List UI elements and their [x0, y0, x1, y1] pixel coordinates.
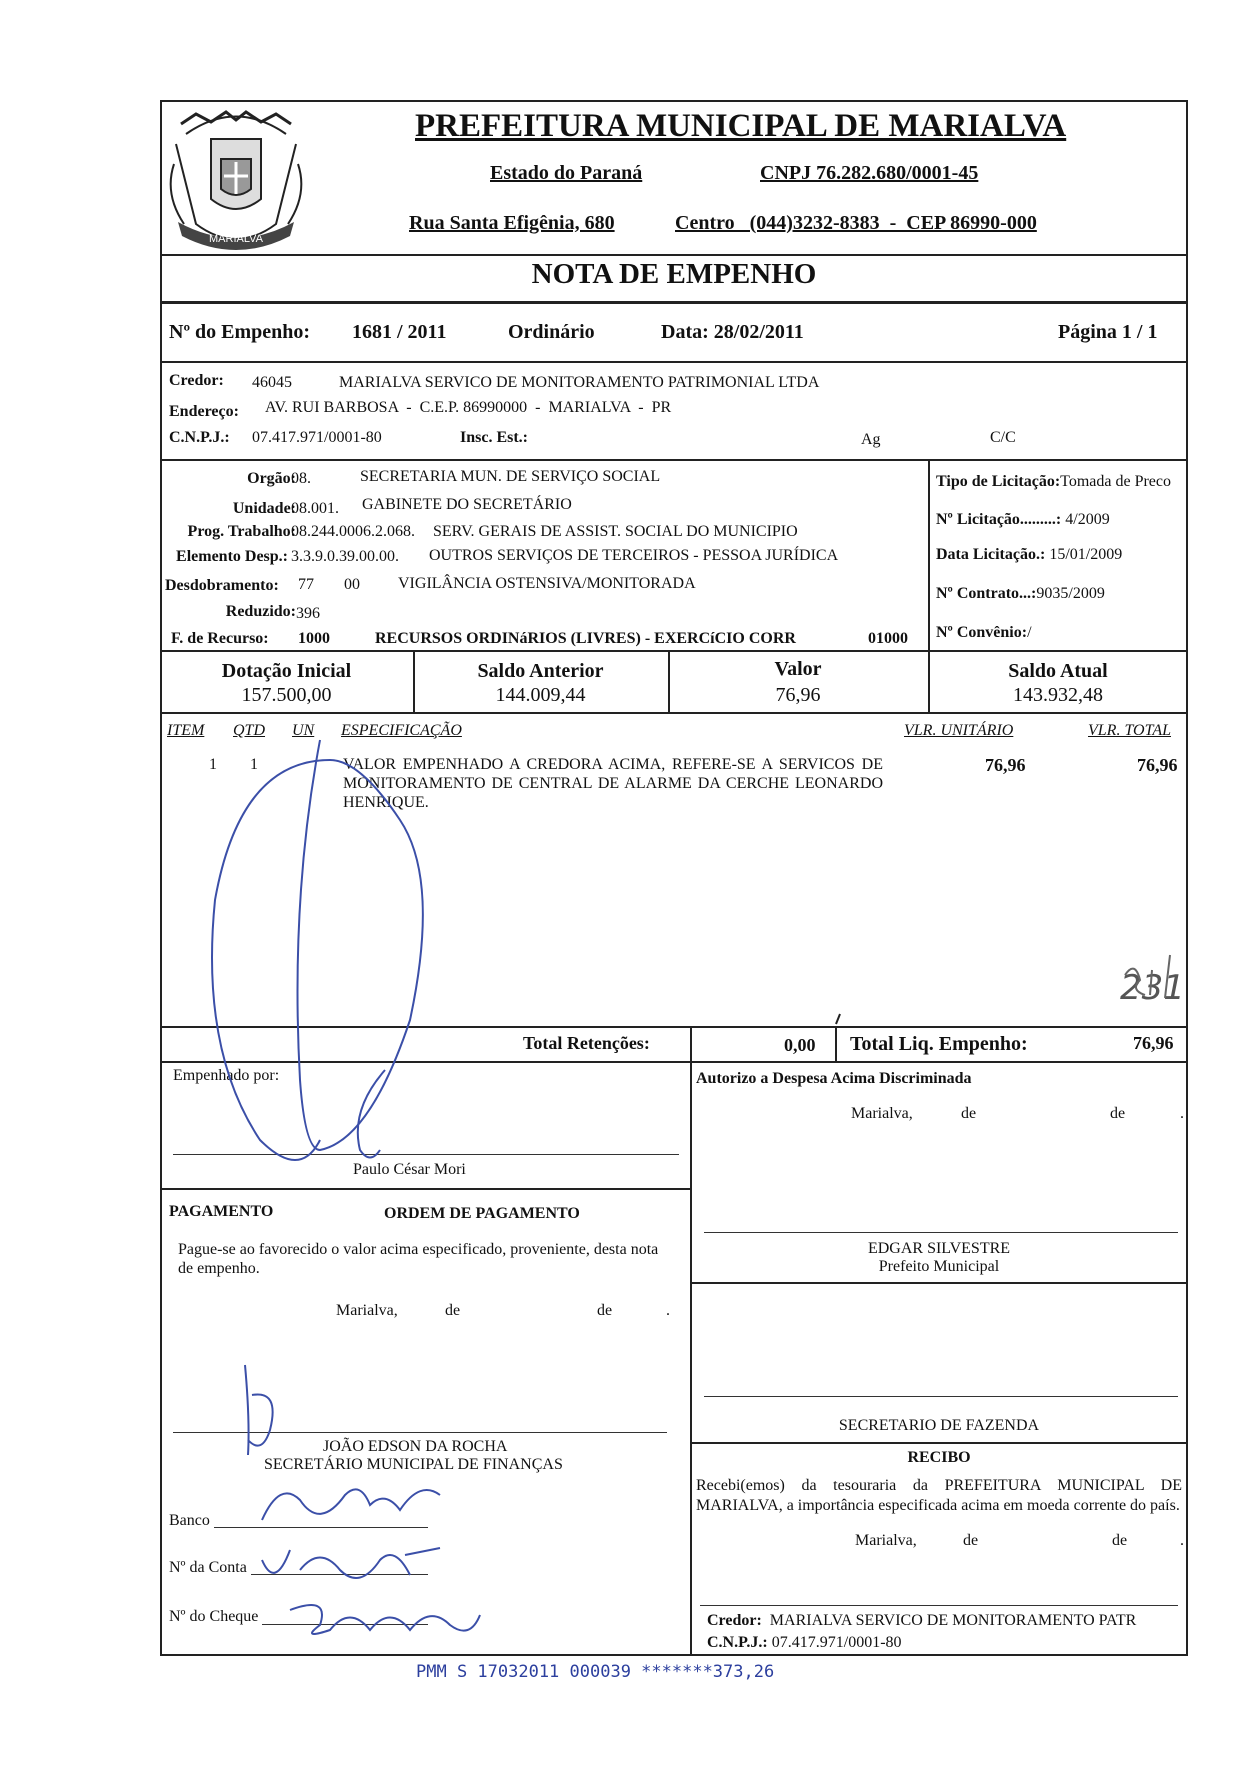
- pagamento-city: Marialva,: [336, 1302, 398, 1319]
- prog-trabalho-desc: SERV. GERAIS DE ASSIST. SOCIAL DO MUNICIPIO: [433, 523, 798, 540]
- recibo-credor-value: MARIALVA SERVICO DE MONITORAMENTO PATR: [769, 1612, 1137, 1629]
- convenio-value: /: [1027, 624, 1032, 641]
- credor-cnpj: 07.417.971/0001-80: [252, 429, 382, 446]
- cashier-stamp: PMM S 17032011 000039 *******373,26: [416, 1662, 775, 1682]
- credor-code: 46045: [252, 374, 292, 391]
- row-item: 1: [209, 756, 217, 773]
- recibo-dot: .: [1180, 1532, 1184, 1549]
- valor-label: Valor: [774, 658, 822, 680]
- recibo-credor: [707, 1612, 1136, 1630]
- total-liq-label: Total Liq. Empenho:: [850, 1033, 1028, 1055]
- dotacao-value: 157.500,00: [241, 684, 332, 706]
- signature-line: [173, 1432, 667, 1433]
- prog-trabalho-code: 08.244.0006.2.068.: [291, 523, 415, 540]
- divider: [690, 1442, 1188, 1444]
- convenio-label: Nº Convênio:: [936, 624, 1028, 641]
- row-total-value: 76,96: [1137, 755, 1178, 775]
- empenho-type: Ordinário: [508, 321, 595, 343]
- banco-line: [214, 1527, 428, 1528]
- divider: [160, 650, 1188, 652]
- credor-address: AV. RUI BARBOSA - C.E.P. 86990000 - MARIALVA - PR: [265, 399, 672, 416]
- cnpj-label: C.N.P.J.:: [169, 429, 230, 446]
- empenho-number-label: Nº do Empenho:: [169, 321, 311, 343]
- contrato: [936, 585, 1105, 603]
- saldo-atual-value: 143.932,48: [1013, 684, 1103, 706]
- elemento-label: Elemento Desp.:: [176, 548, 288, 565]
- handwritten-note: 231: [1120, 968, 1185, 1008]
- signature-line: [704, 1232, 1178, 1233]
- pagamento-de2: de: [597, 1302, 613, 1319]
- col-qtd-header: QTD: [233, 722, 266, 739]
- empenhado-label: Empenhado por:: [173, 1067, 280, 1084]
- pagamento-de1: de: [445, 1302, 461, 1319]
- autorizo-de1: de: [961, 1105, 977, 1122]
- tipo-licitacao: [936, 473, 1171, 491]
- autorizo-label: Autorizo a Despesa Acima Discriminada: [696, 1070, 972, 1087]
- retencoes-label: Total Retenções:: [523, 1033, 650, 1053]
- contrato-label: Nº Contrato...:: [936, 585, 1037, 602]
- dotacao-label: Dotação Inicial: [221, 660, 352, 682]
- address-label: Endereço:: [169, 403, 239, 420]
- recibo-cnpj-label: C.N.P.J.:: [707, 1634, 768, 1651]
- header-address: Rua Santa Efigênia, 680: [409, 212, 615, 234]
- page-number: Página 1 / 1: [1058, 321, 1158, 343]
- municipal-crest-logo: [166, 104, 306, 260]
- autorizo-de2: de: [1110, 1105, 1126, 1122]
- valor-value: 76,96: [775, 684, 821, 706]
- num-licitacao: [936, 511, 1110, 529]
- conta-line: [251, 1574, 428, 1575]
- divider: [690, 1282, 1188, 1284]
- autorizo-dot: .: [1180, 1105, 1184, 1122]
- elemento-desc: OUTROS SERVIÇOS DE TERCEIROS - PESSOA JURÍDICA: [429, 547, 839, 564]
- prog-trabalho-label: Prog. Trabalho:: [187, 523, 296, 540]
- divider: [160, 712, 1188, 714]
- desdobramento-code: 77: [298, 576, 314, 593]
- col-spec-header: ESPECIFICAÇÃO: [341, 722, 462, 739]
- conta-label: Nº da Conta: [169, 1559, 247, 1576]
- divider: [160, 459, 1188, 461]
- divider: [928, 459, 930, 651]
- num-licitacao-value: 4/2009: [1065, 511, 1110, 528]
- divider: [690, 1061, 692, 1656]
- num-licitacao-label: Nº Licitação.........:: [936, 511, 1062, 528]
- recurso-label: F. de Recurso:: [171, 630, 269, 647]
- unidade-code: 08.001.: [291, 500, 339, 517]
- credor-name: MARIALVA SERVICO DE MONITORAMENTO PATRIMONIAL LTDA: [339, 374, 820, 391]
- row-unit-value: 76,96: [985, 755, 1026, 775]
- recibo-de1: de: [963, 1532, 979, 1549]
- prefeito-role: Prefeito Municipal: [878, 1258, 1000, 1275]
- total-liq-value: 76,96: [1133, 1033, 1174, 1053]
- page-title: PREFEITURA MUNICIPAL DE MARIALVA: [415, 108, 1067, 144]
- banco-label: Banco: [169, 1512, 210, 1529]
- data-licitacao-value: 15/01/2009: [1049, 546, 1123, 563]
- recibo-credor-label: Credor:: [707, 1612, 762, 1629]
- divider: [160, 301, 1188, 304]
- divider: [160, 1188, 690, 1190]
- recurso-code2: 01000: [868, 630, 908, 647]
- data-licitacao: [936, 546, 1122, 564]
- secretario-fazenda: SECRETARIO DE FAZENDA: [838, 1417, 1040, 1434]
- reduzido-label: Reduzido:: [225, 603, 296, 620]
- signature-line: [700, 1605, 1178, 1606]
- prefeito-name: EDGAR SILVESTRE: [867, 1240, 1011, 1257]
- elemento-code: 3.3.9.0.39.00.00.: [291, 548, 399, 565]
- row-spec: VALOR EMPENHADO A CREDORA ACIMA, REFERE-SE A SERVICOS DE MONITORAMENTO DE CENTRAL DE ALARME DA CERCHE LEONARDO HENRIQUE.: [343, 756, 883, 811]
- pagamento-label: PAGAMENTO: [169, 1203, 274, 1220]
- col-item-header: ITEM: [167, 722, 205, 739]
- saldo-anterior-label: Saldo Anterior: [477, 660, 604, 682]
- divider: [160, 361, 1188, 363]
- financas-role: SECRETÁRIO MUNICIPAL DE FINANÇAS: [264, 1456, 563, 1473]
- financas-name: JOÃO EDSON DA ROCHA: [323, 1438, 508, 1455]
- empenho-number: 1681 / 2011: [352, 321, 447, 343]
- col-total-header: VLR. TOTAL: [1088, 722, 1171, 739]
- reduzido-value: 396: [296, 605, 320, 622]
- credor-label: Credor:: [169, 372, 224, 389]
- recurso-desc: RECURSOS ORDINáRIOS (LIVRES) - EXERCíCIO CORR: [375, 630, 796, 647]
- ordem-pagamento-label: ORDEM DE PAGAMENTO: [384, 1205, 580, 1222]
- recibo-city: Marialva,: [855, 1532, 917, 1549]
- col-un-header: UN: [292, 722, 315, 739]
- cheque-line: [262, 1624, 428, 1625]
- crest-text: MARIALVA: [209, 233, 263, 245]
- empenhado-name: Paulo César Mori: [353, 1161, 466, 1178]
- divider: [160, 1026, 1188, 1028]
- signature-line: [173, 1154, 679, 1155]
- state-label: Estado do Paraná: [490, 162, 643, 184]
- desdobramento-desc: VIGILÂNCIA OSTENSIVA/MONITORADA: [398, 575, 696, 592]
- orgao-desc: SECRETARIA MUN. DE SERVIÇO SOCIAL: [360, 468, 661, 485]
- empenho-date: Data: 28/02/2011: [661, 321, 804, 343]
- convenio: [936, 624, 1032, 642]
- autorizo-city: Marialva,: [851, 1105, 913, 1122]
- tipo-licitacao-value: Tomada de Preco: [1060, 473, 1171, 490]
- account-label: C/C: [990, 429, 1016, 446]
- recibo-title: RECIBO: [907, 1449, 971, 1466]
- divider: [835, 1026, 837, 1061]
- tipo-licitacao-label: Tipo de Licitação:: [936, 473, 1061, 490]
- data-licitacao-label: Data Licitação.:: [936, 546, 1046, 563]
- retencoes-value: 0,00: [784, 1035, 816, 1055]
- recibo-text: Recebi(emos) da tesouraria da PREFEITURA MUNICIPAL DE MARIALVA, a importância especificada acima em moeda corrente do país.: [696, 1477, 1182, 1514]
- contrato-value: 9035/2009: [1036, 585, 1105, 602]
- divider: [160, 1061, 1188, 1063]
- pagamento-dot: .: [666, 1302, 670, 1319]
- saldo-atual-label: Saldo Atual: [1008, 660, 1108, 682]
- orgao-code: 08.: [291, 470, 311, 487]
- recibo-de2: de: [1112, 1532, 1128, 1549]
- row-qtd: 1: [250, 756, 258, 773]
- recibo-cnpj: [707, 1634, 902, 1652]
- recurso-code: 1000: [298, 630, 330, 647]
- agency-label: Ag: [861, 431, 881, 448]
- header-cnpj: CNPJ 76.282.680/0001-45: [760, 162, 979, 184]
- col-unit-header: VLR. UNITÁRIO: [904, 722, 1014, 739]
- desdobramento-subcode: 00: [344, 576, 360, 593]
- unidade-desc: GABINETE DO SECRETÁRIO: [362, 496, 572, 513]
- signature-line: [704, 1396, 1178, 1397]
- pagamento-text: Pague-se ao favorecido o valor acima especificado, proveniente, desta nota de empenho.: [178, 1241, 659, 1277]
- header-contact: Centro (044)3232-8383 - CEP 86990-000: [675, 212, 1037, 234]
- cheque-label: Nº do Cheque: [169, 1608, 259, 1625]
- divider: [690, 1026, 692, 1061]
- unidade-label: Unidade:: [232, 500, 296, 517]
- recibo-cnpj-value: 07.417.971/0001-80: [771, 1634, 902, 1651]
- orgao-label: Orgão:: [247, 470, 296, 487]
- document-title: NOTA DE EMPENHO: [531, 258, 817, 290]
- divider: [160, 254, 1188, 256]
- insc-est-label: Insc. Est.:: [460, 429, 529, 446]
- desdobramento-label: Desdobramento:: [165, 577, 279, 594]
- saldo-anterior-value: 144.009,44: [495, 684, 586, 706]
